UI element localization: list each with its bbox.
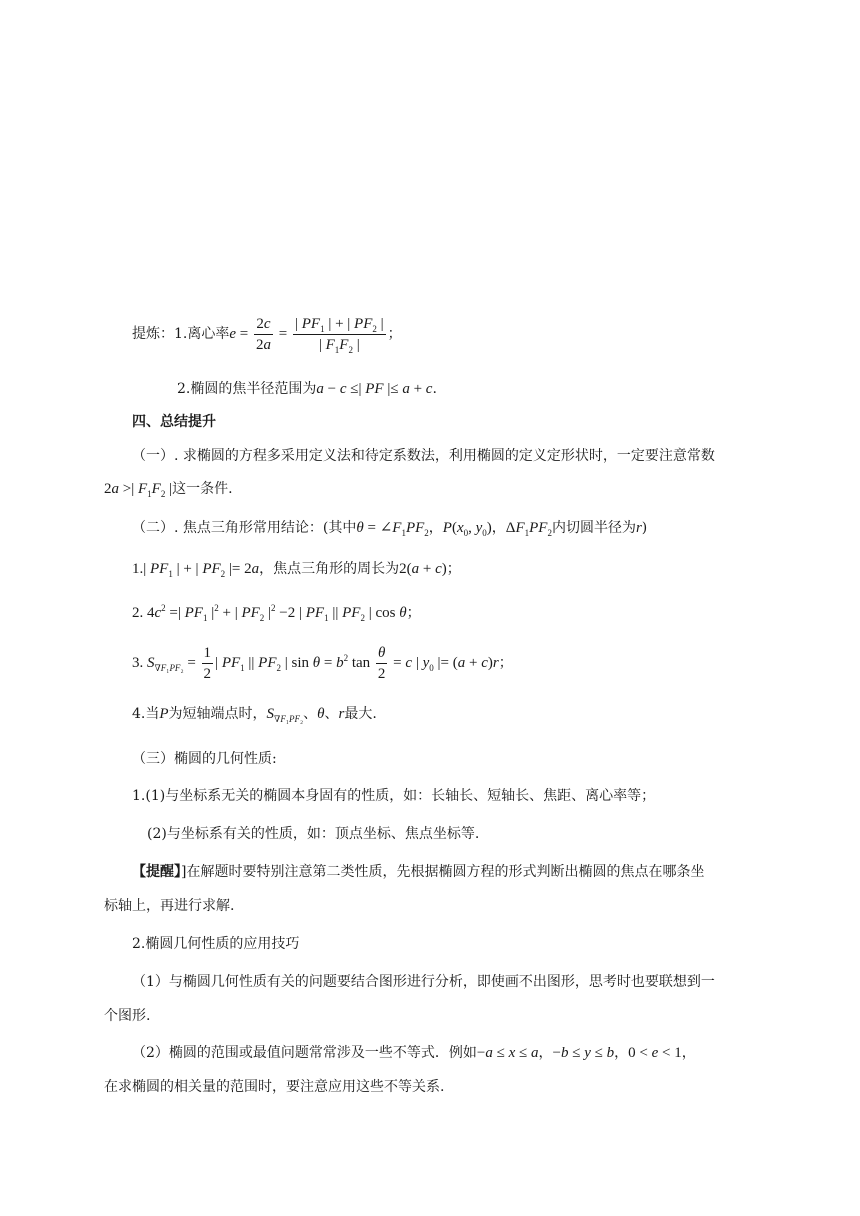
conclusion-3: 3. $S_{\nabla F_1PF_2}$ = $\frac{1}{2}$ | $PF_1$ || $PF_2$ | $\sin \theta = b^2$ tan $\frac{\theta}{2}$ = c | $y_0$ |= (a + c)r；	[132, 645, 513, 682]
eccentricity-formula: e = $\frac{2c}{2a}$ = $\frac{| PF_1 | + | PF_2 |}{| F_1F_2 |}$	[229, 316, 384, 355]
tilian-line-1: 提炼：1.离心率e = $\frac{2c}{2a}$ = $\frac{| PF_1 | + | PF_2 |}{| F_1F_2 |}$ ；	[132, 316, 402, 355]
point-p: $P(x_0$, $y_0$)	[442, 520, 492, 538]
conclusion-1: 1.| $PF_1$ | + | $PF_2$ |= 2a，焦点三角形的周长为2(a + c)；	[132, 561, 461, 579]
tip-2-line-a: （2）椭圆的范围或最值问题常常涉及一些不等式．例如−a ≤ x ≤ a，−b ≤ y ≤ b，0 < e < 1，	[132, 1045, 696, 1061]
remind-line-b: 标轴上，再进行求解.	[104, 898, 235, 914]
part4-title: 2.椭圆几何性质的应用技巧	[132, 936, 300, 952]
tip-1-line-a: （1）与椭圆几何性质有关的问题要结合图形进行分析，即使画不出图形，思考时也要联想到一	[132, 974, 715, 990]
part2-intro: （二）. 焦点三角形常用结论：(其中$\theta = \angle F_1PF_2$，$P(x_0$, $y_0$)，$\Delta F_1PF_2$内切圆半径为r)	[132, 520, 648, 538]
section-title: 四、总结提升	[132, 414, 216, 430]
tilian-line-2: 2.椭圆的焦半径范围为a − c ≤| PF |≤ a + c.	[177, 381, 437, 397]
theta-def: $\theta = \angle F_1PF_2$	[356, 520, 429, 538]
eccentricity-label: 1.离心率	[174, 325, 230, 342]
remind-line-a: 【提醒】]在解题时要特别注意第二类性质，先根据椭圆方程的形式判断出椭圆的焦点在哪条坐	[132, 864, 705, 880]
part1-line-b: 2a >| $F_1F_2$ |这一条件.	[104, 481, 233, 499]
tip-1-line-b: 个图形.	[104, 1008, 151, 1024]
part3-title: （三）椭圆的几何性质:	[132, 751, 277, 767]
conclusion-4: 4.当P为短轴端点时，$S_{\nabla F_1PF_2}$、θ、r最大.	[132, 706, 377, 724]
focal-radius-label: 2.椭圆的焦半径范围为	[177, 381, 317, 397]
part1-formula: 2a >| $F_1F_2$ |	[104, 481, 173, 499]
focal-radius-formula: a − c ≤| PF |≤ a + c	[316, 381, 433, 397]
part1-line-a: （一）. 求椭圆的方程多采用定义法和待定系数法，利用椭圆的定义定形状时，一定要注意常数	[132, 448, 715, 464]
part3-item-2: (2)与坐标系有关的性质，如：顶点坐标、焦点坐标等.	[147, 826, 480, 842]
tilian-label: 提炼：	[132, 325, 174, 342]
remind-tag: 【提醒】	[132, 864, 181, 880]
part3-item-1: 1.(1)与坐标系无关的椭圆本身固有的性质，如：长轴长、短轴长、焦距、离心率等；	[132, 788, 656, 804]
tip-2-line-b: 在求椭圆的相关量的范围时，要注意应用这些不等关系.	[104, 1079, 445, 1095]
triangle-symbol: $\Delta F_1PF_2$	[505, 520, 552, 538]
conclusion-2: 2. $4c^2$ =| $PF_1$ $|^2$ + | $PF_2$ $|^2 -2$ | $PF_1$ || $PF_2$ | cos θ；	[132, 603, 421, 623]
